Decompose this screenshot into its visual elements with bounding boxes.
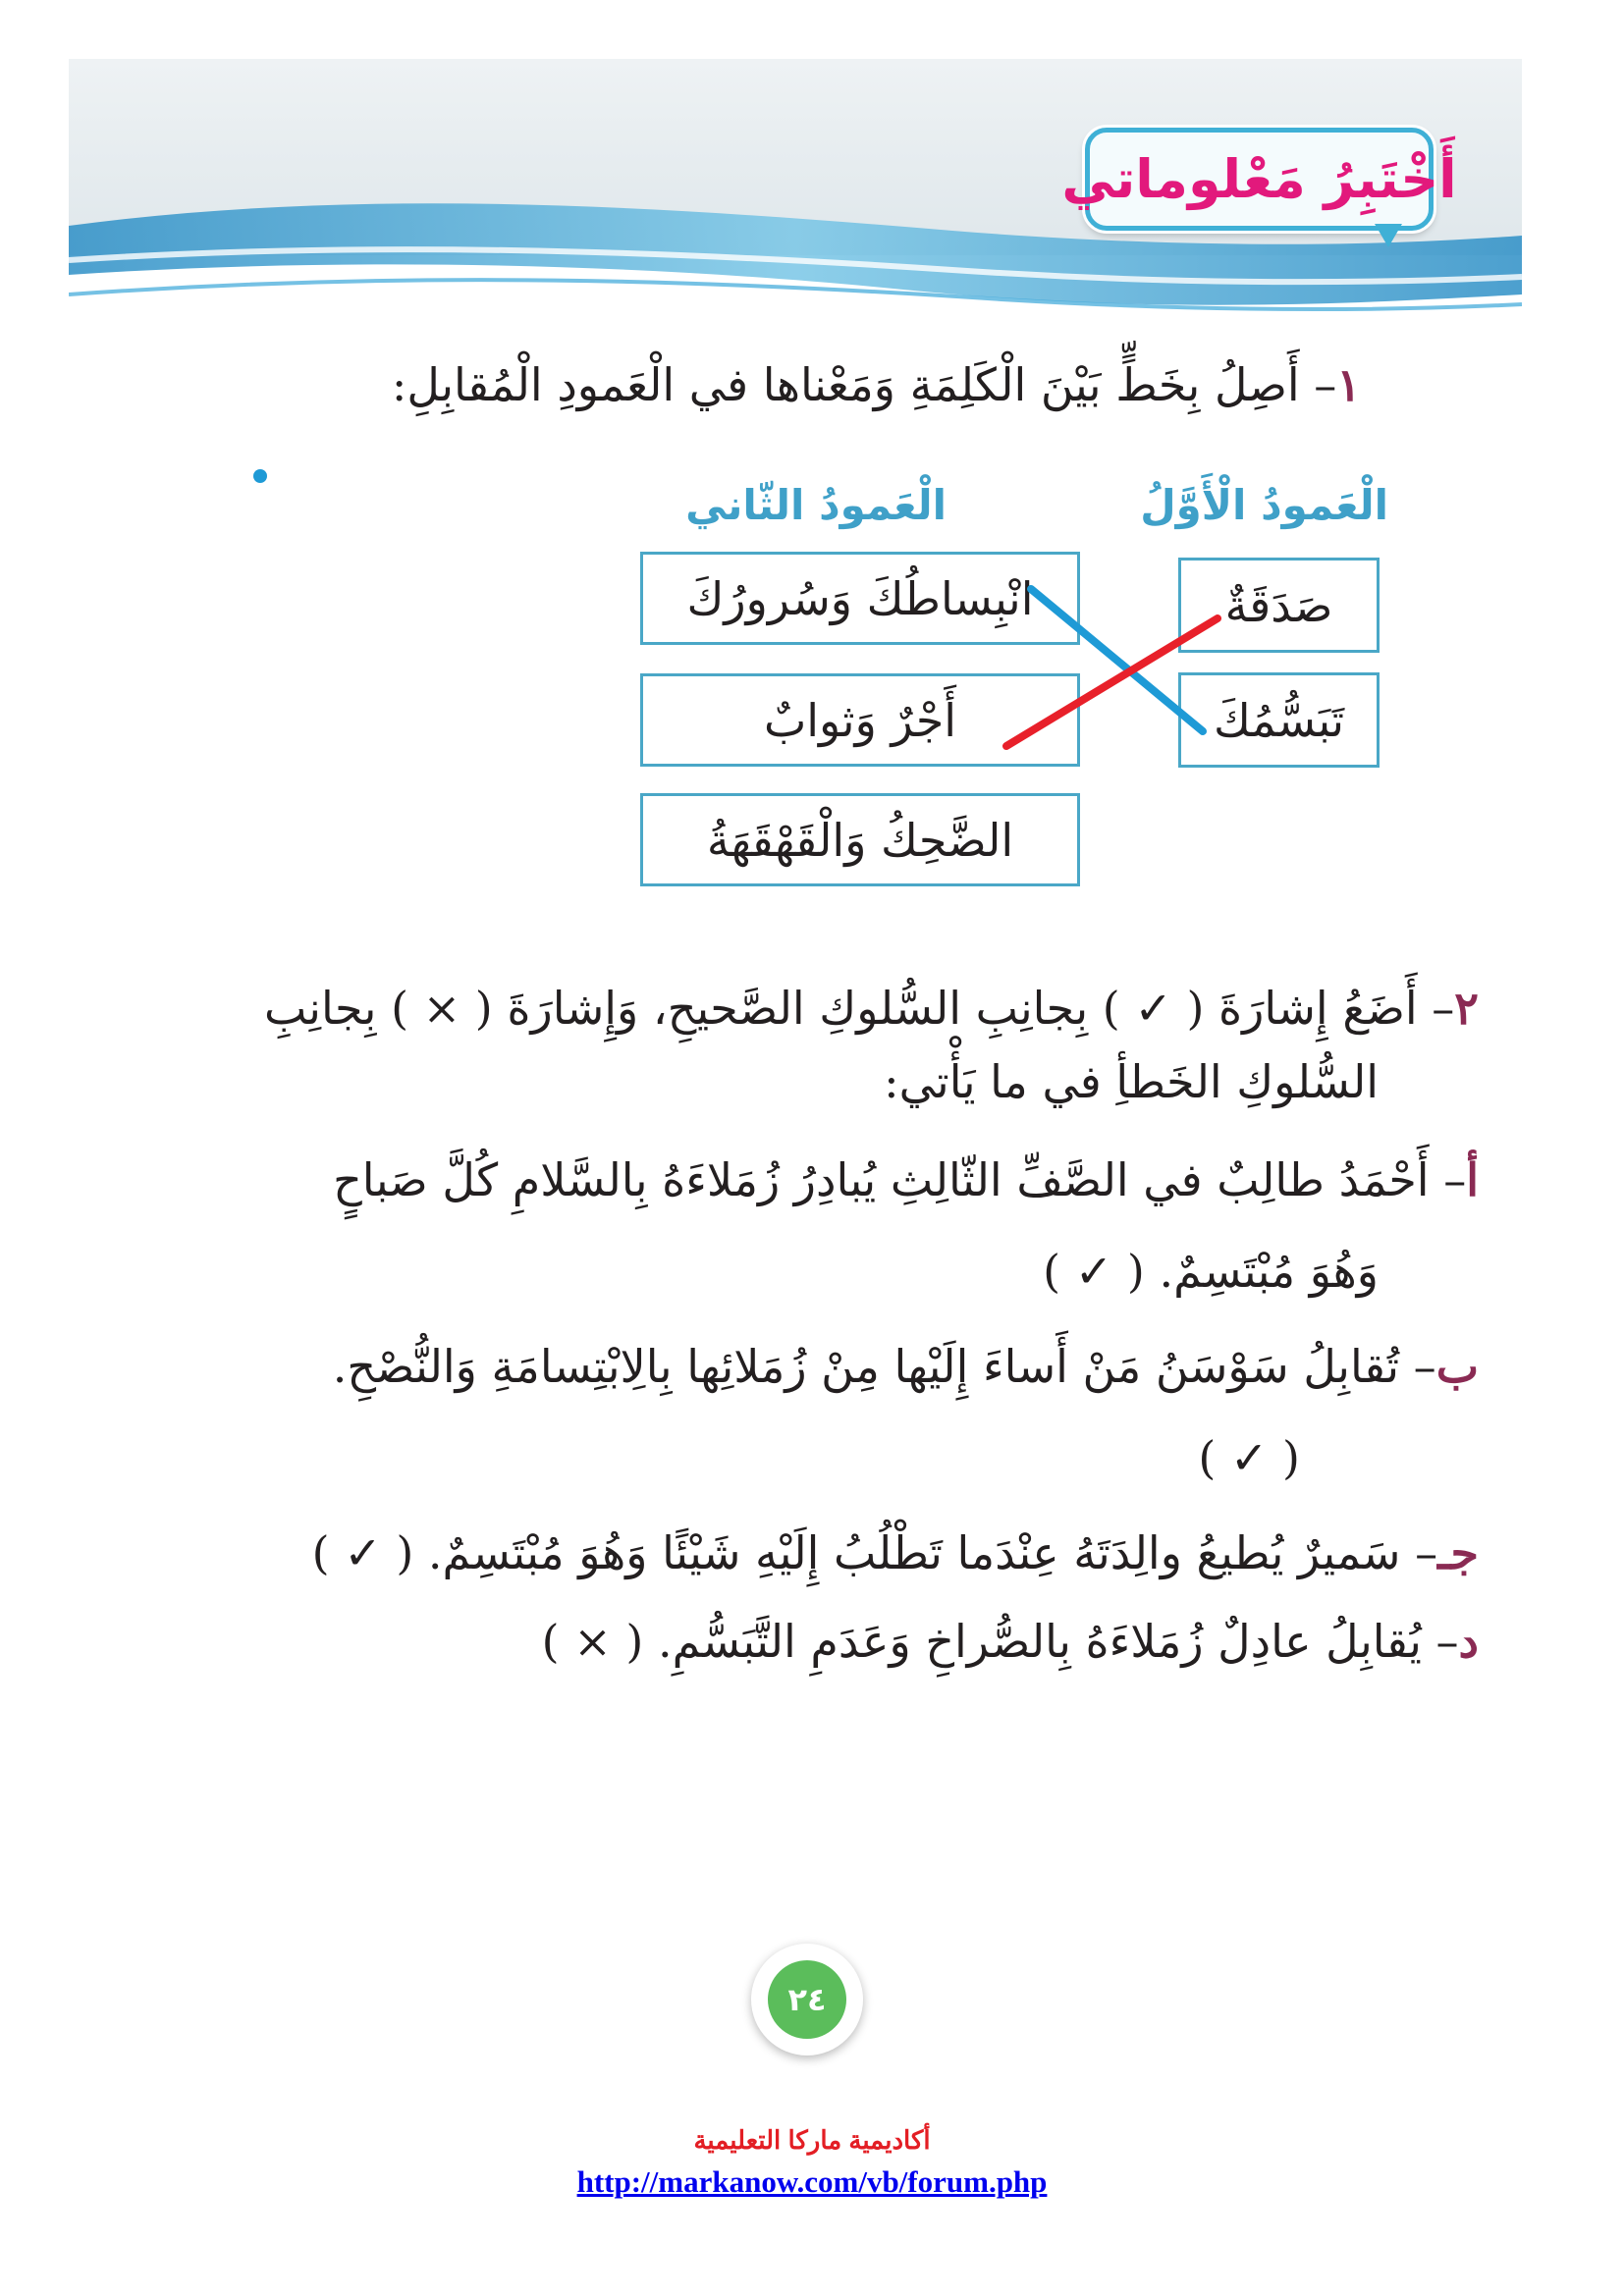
col1-box-sadaqa: صَدَقَةٌ <box>1178 558 1380 653</box>
question-1-text: – أَصِلُ بِخَطٍّ بَيْنَ الْكَلِمَةِ وَمَعْناها في الْعَمودِ الْمُقابِلِ: <box>391 358 1337 411</box>
item-b-text: – تُقابِلُ سَوْسَنُ مَنْ أَساءَ إِلَيْها مِنْ زُمَلائِها بِالِابْتِسامَةِ وَالنُّصْحِ. <box>332 1340 1436 1393</box>
col2-box-inbisat: انْبِساطُكَ وَسُرورُكَ <box>640 552 1080 645</box>
question-2-number: ٢ <box>1454 982 1479 1035</box>
question-1-number: ١ <box>1336 358 1361 411</box>
item-b-line2: ( ✓ ) <box>1198 1431 1300 1484</box>
item-d-text: – يُقابِلُ عادِلٌ زُمَلاءَهُ بِالصُّراخِ وَعَدَمِ التَّبَسُّمِ. ( × ) <box>541 1615 1459 1668</box>
column-2-heading: الْعَمودُ الثّاني <box>685 481 947 529</box>
col2-box-ajr: أَجْرٌ وَثوابٌ <box>640 673 1080 767</box>
question-2-line2: السُّلوكِ الخَطأِ في ما يَأْتي: <box>884 1055 1379 1108</box>
page-number: ٢٤ <box>768 1960 846 2039</box>
item-c-text: – سَميرٌ يُطيعُ والِدَتَهُ عِنْدَما تَطْلُبُ إِلَيْهِ شَيْئًا وَهُوَ مُبْتَسِمٌ. ( ✓ ) <box>311 1526 1438 1579</box>
watermark-name: أكاديمية ماركا التعليمية <box>693 2125 931 2155</box>
item-c-letter: جـ <box>1437 1526 1479 1579</box>
item-a-line1 <box>333 1153 1479 1206</box>
item-a-text: – أَحْمَدُ طالِبٌ في الصَّفِّ الثّالِثِ يُبادِرُ زُمَلاءَهُ بِالسَّلامِ كُلَّ صَباحٍ <box>333 1153 1467 1206</box>
page-number-badge <box>751 1944 863 2056</box>
item-a-line2: وَهُوَ مُبْتَسِمٌ. ( ✓ ) <box>1043 1245 1379 1298</box>
question-2-line1 <box>264 982 1479 1035</box>
col1-box-tabassum: تَبَسُّمُكَ <box>1178 672 1380 768</box>
col2-box-dahik: الضَّحِكُ وَالْقَهْقَهَةُ <box>640 793 1080 886</box>
match-line-sadaqa <box>1006 618 1218 746</box>
match-line-tabassum <box>1031 589 1203 731</box>
question-2-text: – أَضَعُ إِشارَةَ ( ✓ ) بِجانِبِ السُّلوكِ الصَّحيحِ، وَإِشارَةَ ( × ) بِجانِبِ <box>263 982 1455 1035</box>
matching-lines <box>0 0 1624 982</box>
item-b-letter: ب <box>1435 1340 1479 1393</box>
page-title: أَخْتَبِرُ مَعْلوماتي <box>1085 128 1434 231</box>
item-d-line1 <box>542 1615 1479 1668</box>
watermark-link[interactable]: http://markanow.com/vb/forum.php <box>576 2164 1048 2199</box>
item-b-line1 <box>333 1340 1479 1393</box>
item-c-line1 <box>312 1526 1479 1579</box>
item-a-letter: أ <box>1466 1153 1479 1206</box>
column-1-heading: الْعَمودُ الْأَوَّلُ <box>1140 481 1388 529</box>
item-d-letter: د <box>1458 1615 1479 1668</box>
